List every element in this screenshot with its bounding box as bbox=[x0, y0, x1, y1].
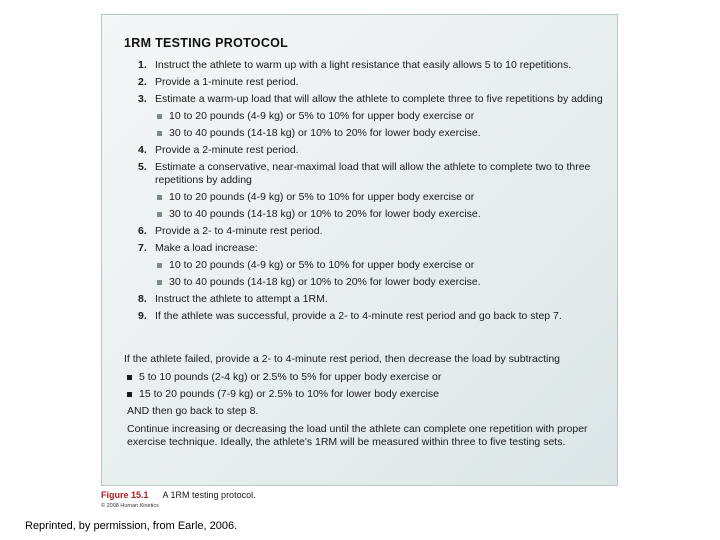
failed-text: If the athlete failed, provide a 2- to 4-minute rest period, then decrease the load by subtracting bbox=[124, 353, 561, 365]
step-number: 3. bbox=[138, 93, 147, 105]
step-number: 7. bbox=[138, 242, 147, 254]
copyright-text: © 2008 Human Kinetics bbox=[101, 503, 159, 509]
figure-text: A 1RM testing protocol. bbox=[162, 490, 256, 500]
step-text: Estimate a warm-up load that will allow the athlete to complete three to five repetitions by adding bbox=[155, 93, 603, 105]
step-item bbox=[124, 59, 604, 72]
step-text: Instruct the athlete to warm up with a light resistance that easily allows 5 to 10 repetitions. bbox=[155, 59, 572, 71]
step-sublist bbox=[155, 110, 604, 140]
sublist-item: 10 to 20 pounds (4-9 kg) or 5% to 10% for upper body exercise or bbox=[155, 259, 604, 272]
step-item bbox=[124, 225, 604, 238]
sublist-item: 30 to 40 pounds (14-18 kg) or 10% to 20% for lower body exercise. bbox=[155, 276, 604, 289]
step-number: 2. bbox=[138, 76, 147, 88]
step-number: 8. bbox=[138, 293, 147, 305]
sublist-item: 5 to 10 pounds (2-4 kg) or 2.5% to 5% for upper body exercise or bbox=[124, 371, 604, 384]
and-then-text: AND then go back to step 8. bbox=[127, 405, 259, 417]
reprint-credit: Reprinted, by permission, from Earle, 2006. bbox=[25, 520, 238, 532]
sublist-item: 30 to 40 pounds (14-18 kg) or 10% to 20% for lower body exercise. bbox=[155, 127, 604, 140]
figure-label: Figure 15.1 bbox=[101, 490, 149, 500]
step-number: 6. bbox=[138, 225, 147, 237]
step-text: Provide a 2-minute rest period. bbox=[155, 144, 299, 156]
protocol-panel bbox=[101, 14, 618, 486]
step-item bbox=[124, 93, 604, 140]
step-number: 5. bbox=[138, 161, 147, 173]
continue-text: Continue increasing or decreasing the load until the athlete can complete one repetition with proper exercise technique. Ideally, the athlete's 1RM will be measured within three to five testing sets. bbox=[127, 423, 588, 448]
step-item bbox=[124, 161, 604, 221]
step-text: Provide a 1-minute rest period. bbox=[155, 76, 299, 88]
step-sublist bbox=[155, 259, 604, 289]
failure-section bbox=[124, 353, 604, 454]
sublist-item: 10 to 20 pounds (4-9 kg) or 5% to 10% for upper body exercise or bbox=[155, 110, 604, 123]
step-number: 1. bbox=[138, 59, 147, 71]
step-text: Make a load increase: bbox=[155, 242, 258, 254]
step-text: Provide a 2- to 4-minute rest period. bbox=[155, 225, 323, 237]
step-item bbox=[124, 144, 604, 157]
step-text: Estimate a conservative, near-maximal load that will allow the athlete to complete two to three repetitions by adding bbox=[155, 161, 591, 186]
sublist-item: 30 to 40 pounds (14-18 kg) or 10% to 20% for lower body exercise. bbox=[155, 208, 604, 221]
step-item bbox=[124, 293, 604, 306]
step-text: Instruct the athlete to attempt a 1RM. bbox=[155, 293, 328, 305]
figure-caption bbox=[101, 490, 256, 500]
protocol-title: 1RM TESTING PROTOCOL bbox=[124, 36, 289, 50]
sublist-item: 10 to 20 pounds (4-9 kg) or 5% to 10% for upper body exercise or bbox=[155, 191, 604, 204]
step-sublist bbox=[155, 191, 604, 221]
failed-sublist bbox=[124, 371, 604, 401]
step-number: 9. bbox=[138, 310, 147, 322]
step-item bbox=[124, 310, 604, 323]
sublist-item: 15 to 20 pounds (7-9 kg) or 2.5% to 10% for lower body exercise bbox=[124, 388, 604, 401]
step-item bbox=[124, 76, 604, 89]
steps-list bbox=[124, 59, 604, 327]
step-number: 4. bbox=[138, 144, 147, 156]
step-item bbox=[124, 242, 604, 289]
step-text: If the athlete was successful, provide a 2- to 4-minute rest period and go back to step 7. bbox=[155, 310, 562, 322]
